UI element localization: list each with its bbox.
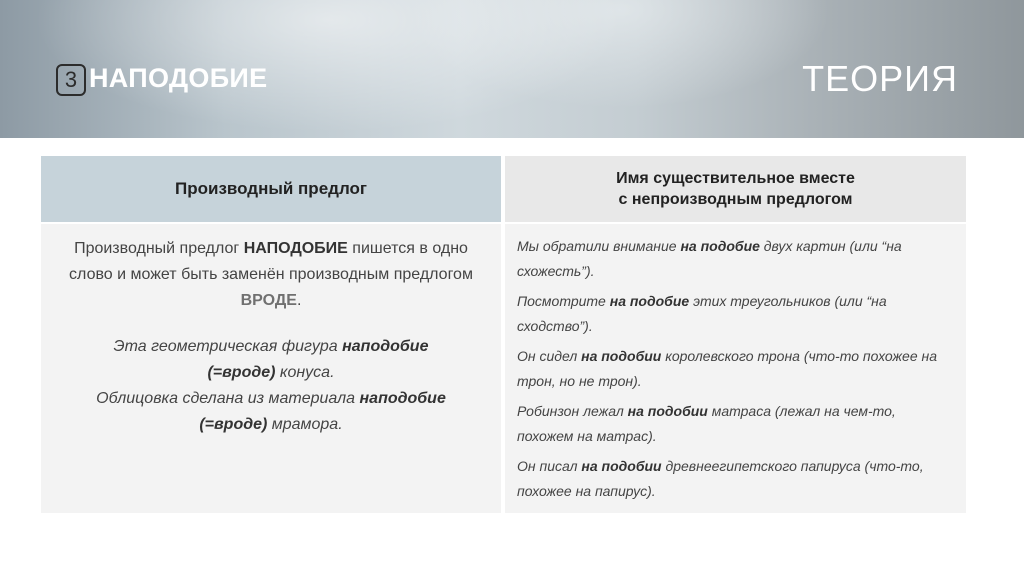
example-phrase: на подобие [680,238,760,254]
example-sentence [61,334,481,386]
example-text: Облицовка сделана из материала [96,390,360,407]
example-synonym: (=вроде) [199,416,268,433]
right-header-line-1: Имя существительное вместе [616,170,855,187]
example-text: Посмотрите [517,293,610,309]
example-text: мрамора. [267,416,343,433]
rule-part: Производный предлог [74,240,244,257]
example-keyword: наподобие [342,338,429,355]
example-text: двух картин (или “на схожесть”). [517,238,902,279]
example-phrase: на подобие [609,293,690,309]
example-text: королевского трона (что-то похожее на трон, но не трон). [517,348,937,389]
example-item [517,234,952,284]
example-text: этих треугольников (или “на сходство”). [517,293,887,334]
rule-part: . [296,292,302,309]
example-text: матраса (лежал на чем-то, похожем на матрас). [517,403,896,444]
right-header-line-2: с непроизводным предлогом [618,191,853,208]
right-column-body [505,224,966,513]
example-item [517,454,952,504]
example-synonym: (=вроде) [207,364,276,381]
topic-title: НАПОДОБИЕ [89,63,268,93]
example-text: конуса. [275,364,335,381]
example-text: древнеегипетского папируса (что-то, похожее на папирус). [517,458,924,499]
example-text: Мы обратили внимание [517,238,681,254]
rule-text [61,236,481,314]
left-column-body [41,224,501,513]
example-text: Он писал [517,458,582,474]
example-keyword: наподобие [359,390,446,407]
rule-keyword: НАПОДОБИЕ [243,240,348,257]
right-column-header [505,156,966,222]
section-title: ТЕОРИЯ [802,58,958,99]
example-item [517,289,952,339]
example-phrase: на подобии [581,458,662,474]
example-text: Робинзон лежал [517,403,628,419]
example-text: Эта геометрическая фигура [113,338,343,355]
rule-synonym: ВРОДЕ [240,292,297,309]
slide-number-badge: 3 [56,64,86,96]
example-item [517,344,952,394]
example-text: Он сидел [517,348,582,364]
header-banner [0,0,1024,138]
example-sentence [61,386,481,438]
example-phrase: на подобии [627,403,708,419]
rule-part: пишется в одно слово и может быть заменён производным предлогом [69,240,473,283]
example-item [517,399,952,449]
example-phrase: на подобии [581,348,662,364]
left-column-header: Производный предлог [41,156,501,222]
